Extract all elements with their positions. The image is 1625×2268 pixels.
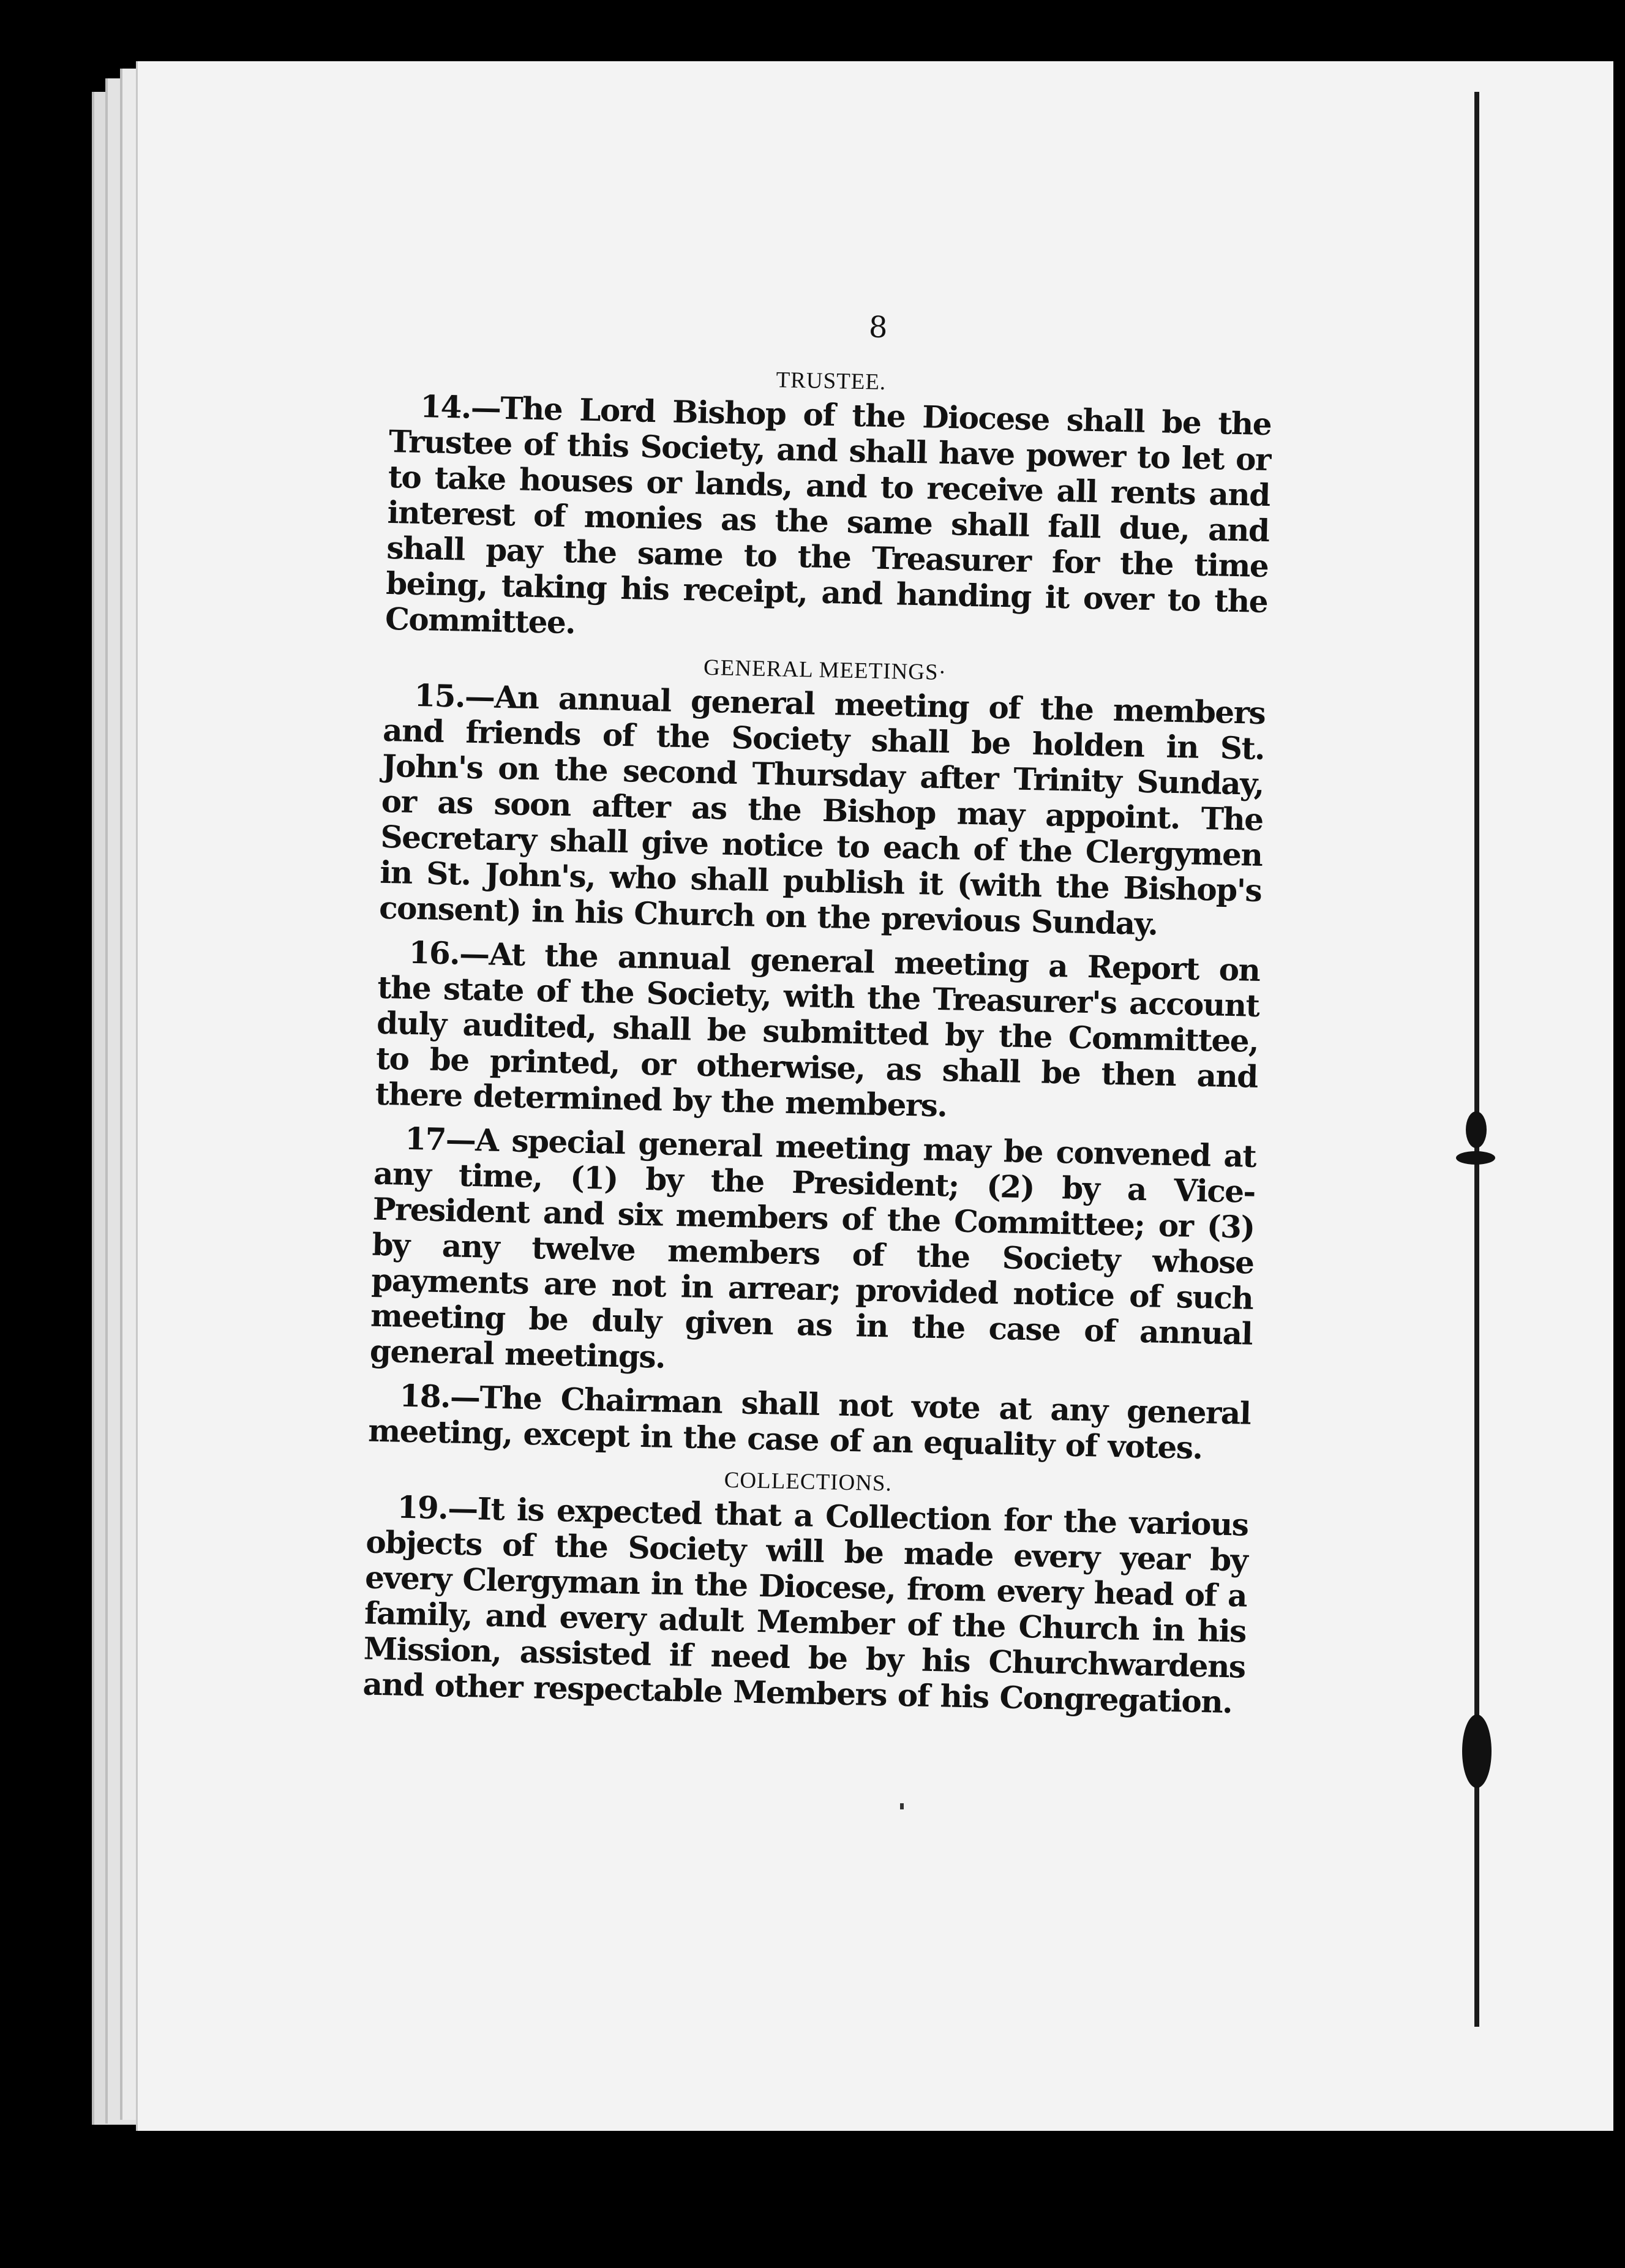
paragraph-17: 17—A special general meeting may be convened at any time, (1) by the President; (2) by a Vice-President and six members of the Committee; or (3) by any twelve members of the Society whose payments are not in arrear; provided notice of such meeting be duly given as in the case of annual general meetings.: [369, 1120, 1256, 1375]
section-heading-general-meetings: GENERAL MEETINGS·: [703, 655, 947, 686]
binding-mark: [1462, 1714, 1492, 1788]
section-heading-trustee: TRUSTEE.: [776, 367, 887, 395]
paragraph-18: 18.—The Chairman shall not vote at any general meeting, except in the case of an equality of votes.: [367, 1377, 1251, 1466]
page-number: 8: [868, 310, 888, 345]
ink-speck: [900, 1803, 904, 1809]
paragraph-15: 15.—An annual general meeting of the members and friends of the Society shall be holden in St. John's on the second Thursday after Trinity Sunday, or as soon after as the Bishop may appoint. The Secretary shall give notice to each of the Clergymen in St. John's, who shall publish it (with the Bishop's consent) in his Church on the previous Sunday.: [378, 677, 1266, 942]
binding-mark: [1456, 1151, 1495, 1165]
paragraph-16: 16.—At the annual general meeting a Report on the state of the Society, with the Treasurer's account duly audited, shall be submitted by the Committee, to be printed, or otherwise, as shall be then and there determined by the members.: [375, 934, 1261, 1124]
binding-mark: [1466, 1111, 1487, 1148]
page-text: [362, 300, 1274, 1729]
paragraph-19: 19.—It is expected that a Collection for the various objects of the Society will be made every year by every Clergyman in the Diocese, from every head of a family, and every adult Member of the Church in his Mission, assisted if need be by his Churchwardens and other respectable Members of his Congregation.: [362, 1489, 1249, 1721]
paragraph-14: 14.—The Lord Bishop of the Diocese shall be the Trustee of this Society, and shall have power to let or to take houses or lands, and to receive all rents and interest of monies as the same shall fall due, and shall pay the same to the Treasurer for the time being, taking his receipt, and handing it over to the Committee.: [385, 388, 1272, 641]
section-heading-collections: COLLECTIONS.: [724, 1467, 893, 1496]
